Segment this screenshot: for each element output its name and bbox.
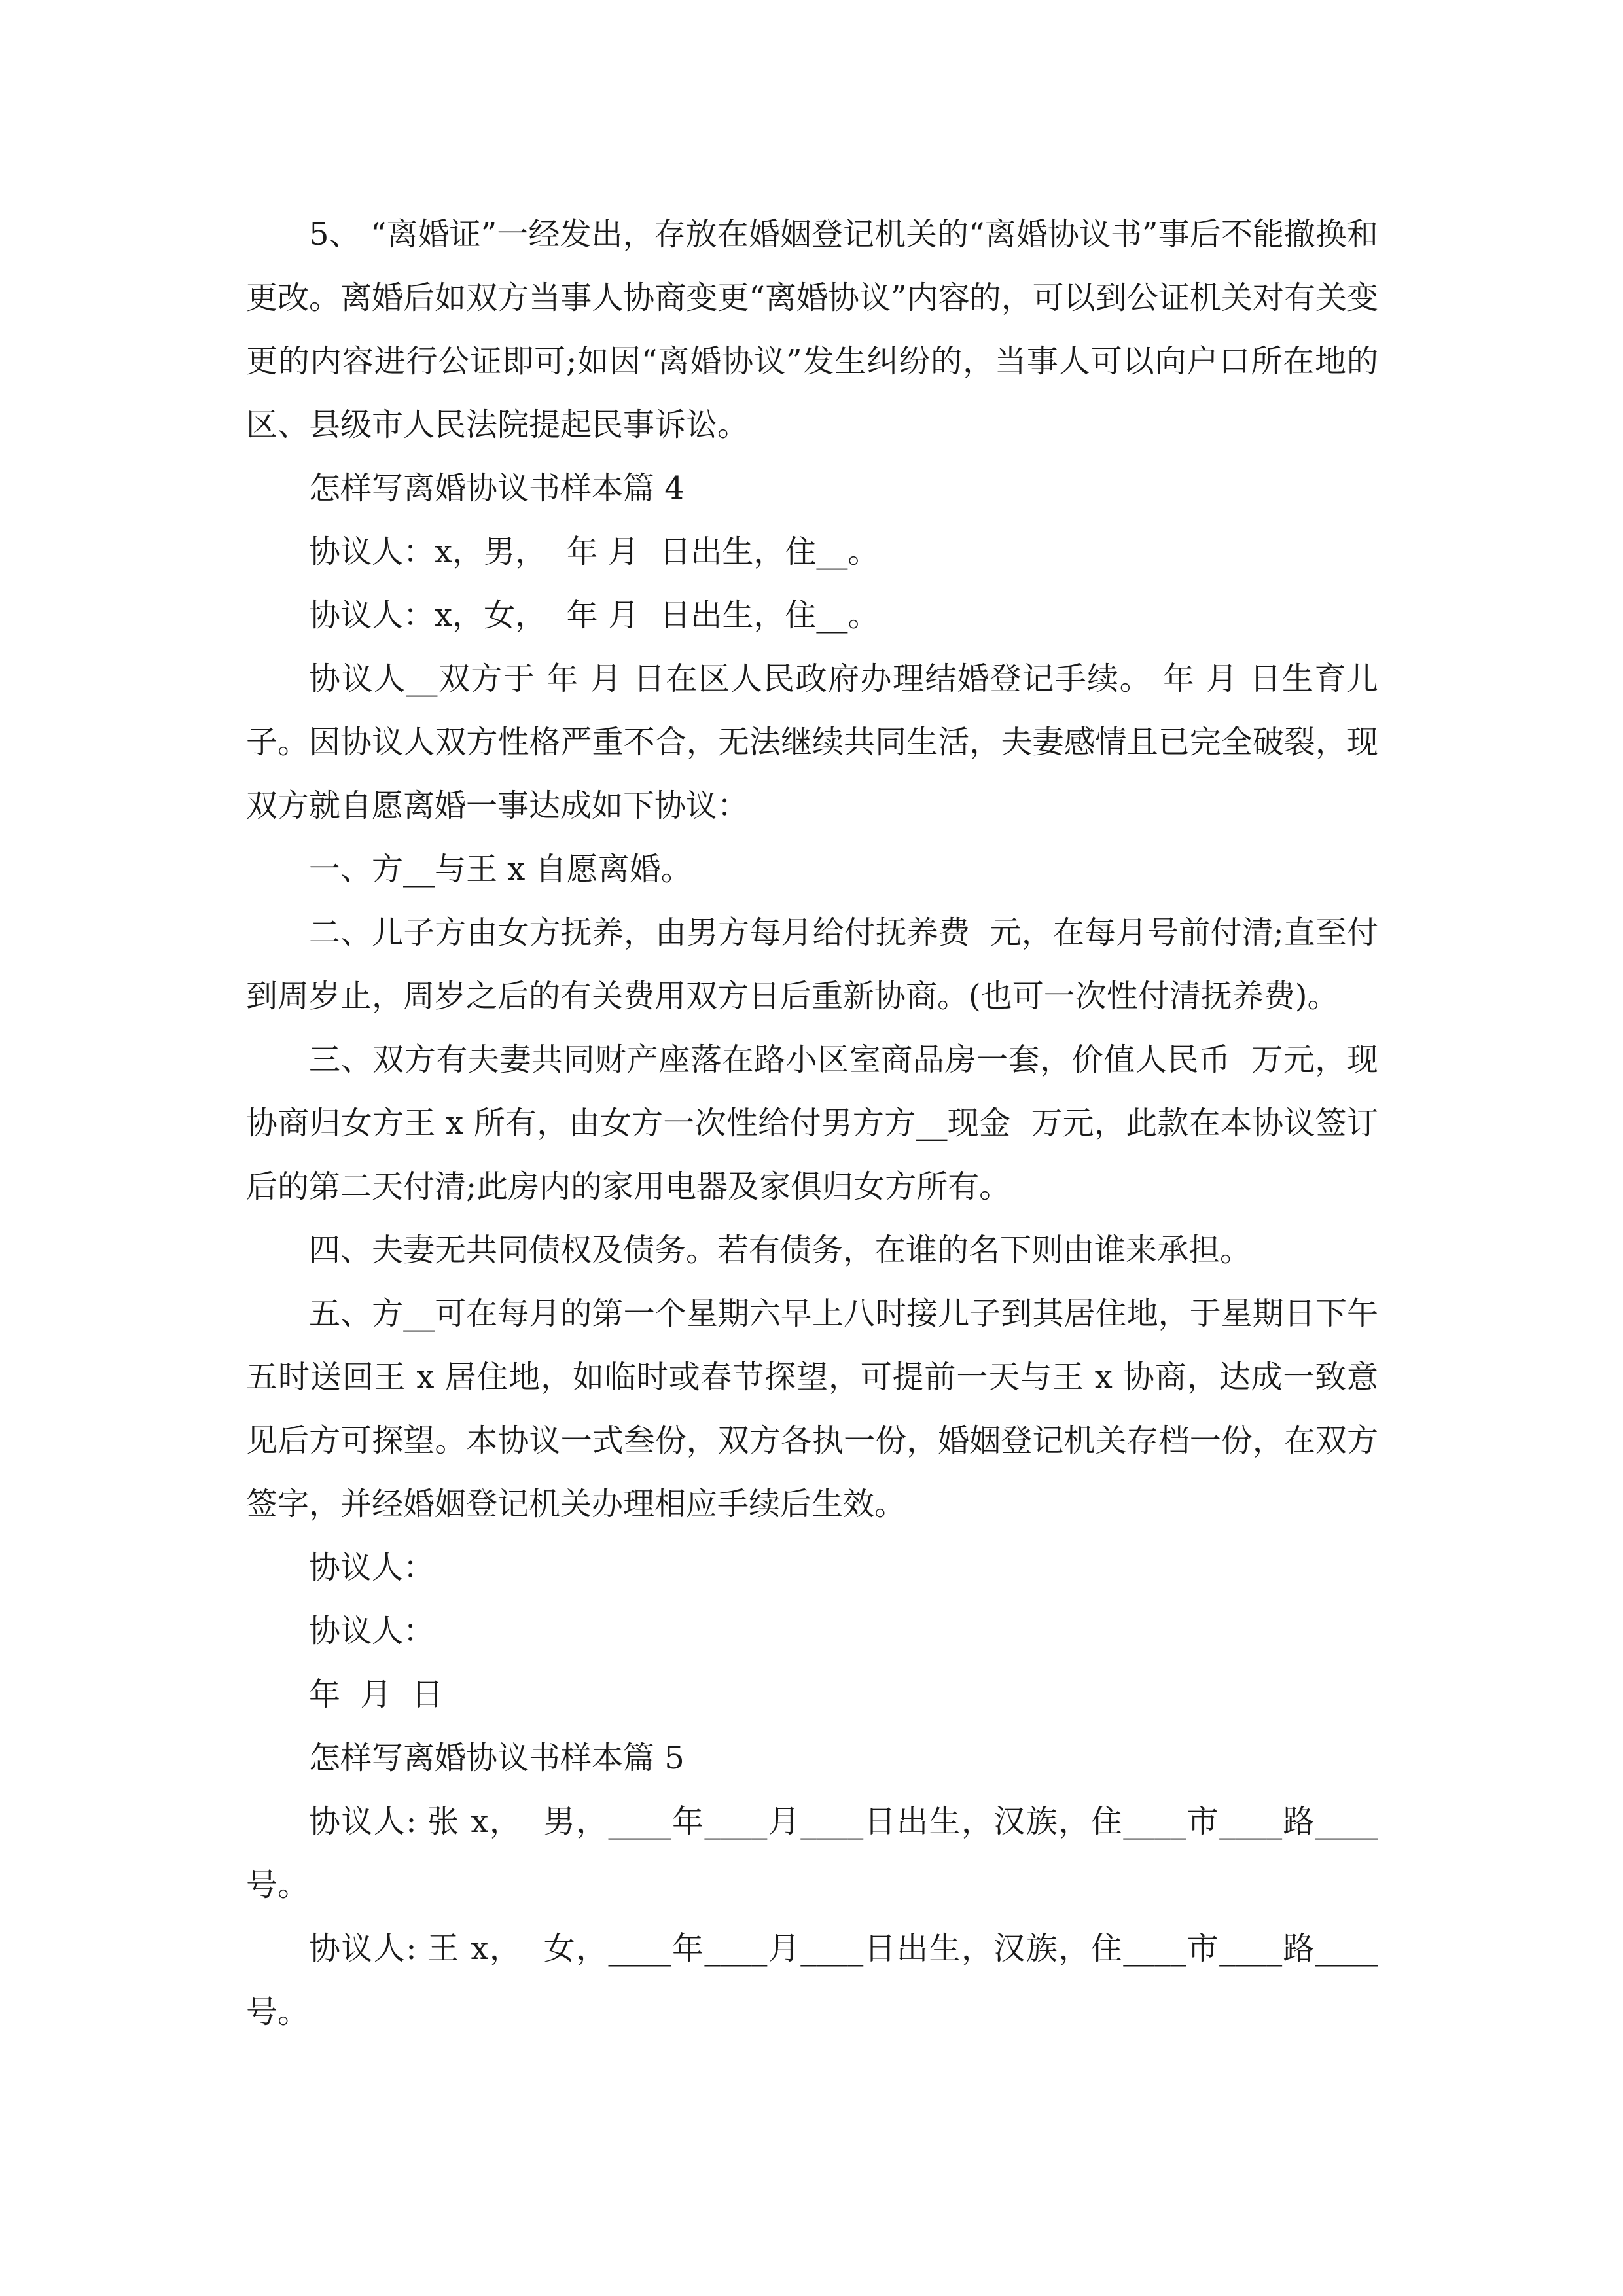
clause-1: 一、方__与王 x 自愿离婚。 [309, 851, 692, 888]
clause-3: 三、双方有夫妻共同财产座落在路小区室商品房一套，价值人民币 万元，现协商归女方王 x 所有，由女方一次性给付男方方__现金 万元，此款在本协议签订后的第二天付清;此房内的家用电器及家俱归女方所有。 [246, 1041, 1378, 1205]
party-female-line: 协议人：x，女， 年 月 日出生，住__。 [309, 597, 880, 634]
signature-line-2: 协议人： [309, 1613, 435, 1649]
signature-line-1: 协议人： [309, 1549, 435, 1586]
clause-4: 四、夫妻无共同债权及债务。若有债务，在谁的名下则由谁来承担。 [309, 1232, 1252, 1268]
section-heading-4: 怎样写离婚协议书样本篇 4 [309, 470, 685, 507]
clause-2: 二、儿子方由女方抚养，由男方每月给付抚养费 元，在每月号前付清;直至付到周岁止，周岁之后的有关费用双方日后重新协商。(也可一次性付清抚养费)。 [246, 914, 1378, 1014]
clause-5: 五、方__可在每月的第一个星期六早上八时接儿子到其居住地，于星期日下午五时送回王 x 居住地，如临时或春节探望，可提前一天与王 x 协商，达成一致意见后方可探望。本协议一式叁份，双方各执一份，婚姻登记机关存档一份，在双方签字，并经婚姻登记机关办理相应手续后生效。 [246, 1295, 1378, 1522]
party-zhang-line: 协议人: 张 x， 男，____年____月____日出生，汉族，住____市____路____号。 [246, 1803, 1378, 1903]
document-page [246, 203, 1378, 2044]
party-male-line: 协议人：x，男， 年 月 日出生，住__。 [309, 533, 880, 570]
paragraph-divorce-certificate-note: 5、 “离婚证”一经发出，存放在婚姻登记机关的“离婚协议书”事后不能撤换和更改。离婚后如双方当事人协商变更“离婚协议”内容的，可以到公证机关对有关变更的内容进行公证即可;如因“离婚协议”发生纠纷的，当事人可以向户口所在地的区、县级市人民法院提起民事诉讼。 [246, 216, 1378, 443]
party-wang-line: 协议人: 王 x， 女，____年____月____日出生，汉族，住____市____路____号。 [246, 1930, 1378, 2030]
date-line: 年 月 日 [309, 1676, 444, 1713]
paragraph-preamble: 协议人__双方于 年 月 日在区人民政府办理结婚登记手续。 年 月 日生育儿子。因协议人双方性格严重不合，无法继续共同生活，夫妻感情且已完全破裂，现双方就自愿离婚一事达成如下协议： [246, 660, 1378, 824]
section-heading-5: 怎样写离婚协议书样本篇 5 [309, 1740, 685, 1776]
